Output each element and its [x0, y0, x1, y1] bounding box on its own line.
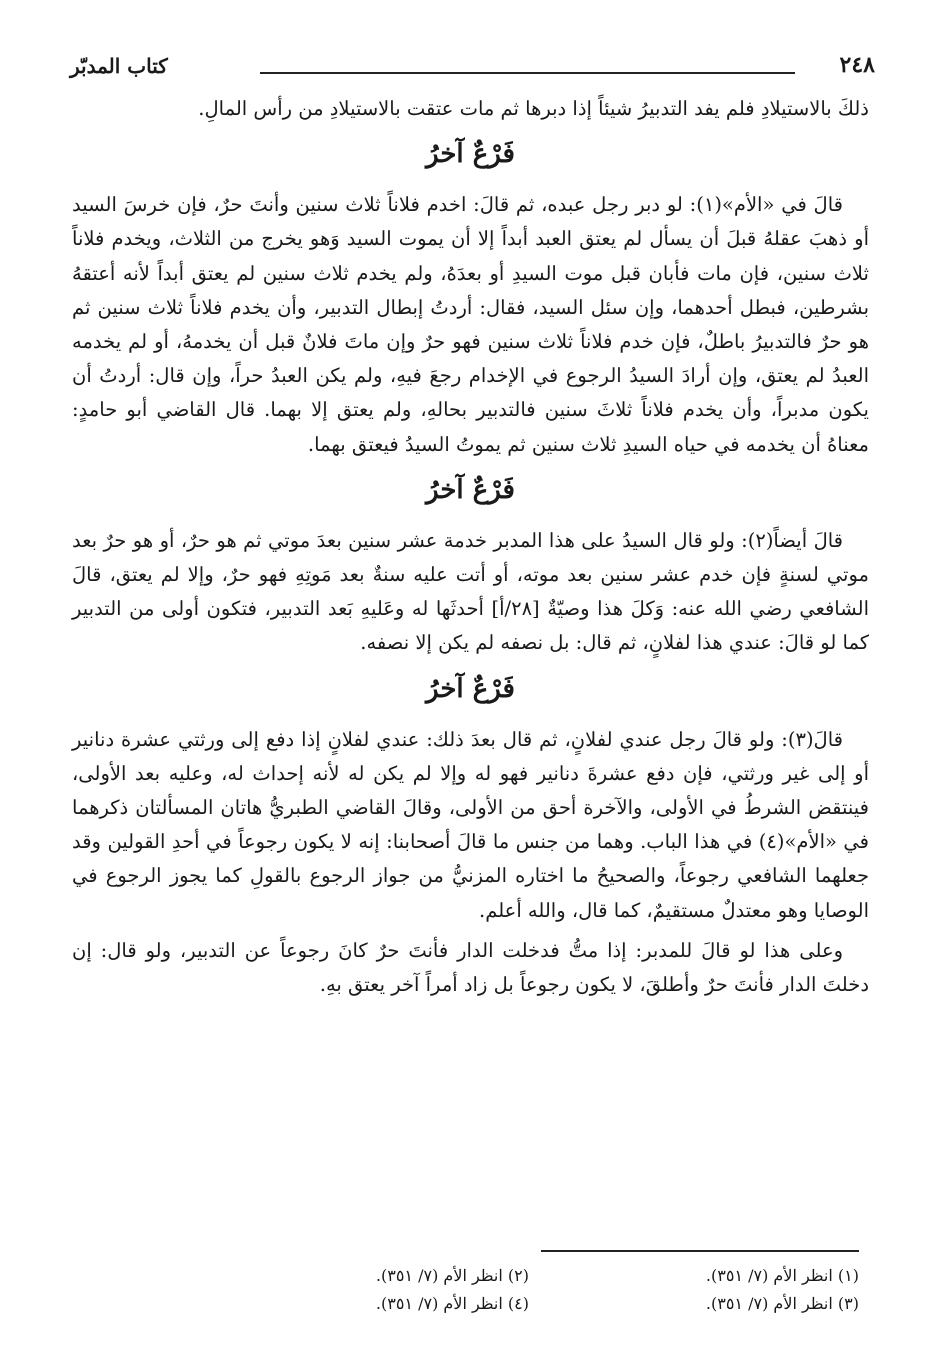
book-title: كتاب المدبّر — [70, 54, 168, 78]
main-text — [72, 92, 869, 1002]
footnote-2: (٢) انظر الأم (٧/ ٣٥١). — [375, 1266, 529, 1285]
footnote-rule — [541, 1250, 859, 1252]
page-number: ٢٤٨ — [839, 52, 875, 78]
footnote-1: (١) انظر الأم (٧/ ٣٥١). — [705, 1266, 859, 1285]
footnotes — [199, 1266, 859, 1322]
section-heading-3: فَرْعٌ آخرُ — [426, 673, 515, 704]
footnote-3: (٣) انظر الأم (٧/ ٣٥١). — [705, 1294, 859, 1313]
paragraph-2: قالَ أيضاً(٢): ولو قال السيدُ على هذا المدبر خدمة عشر سنين بعدَ موتي ثم هو حرٌ، أو هو حرٌ بعد موتي لسنةٍ فإن خدم عشر سنين بعد موته، أو أتت عليه سنةٌ بعد مَوتِهِ فهو حرٌ، وإلا لم يعتق، قالَ الشافعي رضي الله عنه: وَكلَ هذا وصيّةٌ [٢٨/أ] أحدثَها له وعَليهِ بَعد التدبير، فتكون أولى من التدبير كما لو قالَ: عندي هذا لفلانٍ، ثم قال: بل نصفه لم يكن إلا نصفه. — [72, 528, 870, 655]
footnote-4: (٤) انظر الأم (٧/ ٣٥١). — [375, 1294, 529, 1313]
running-header — [62, 48, 885, 88]
footnote-row — [199, 1294, 859, 1322]
paragraph-1: قالَ في «الأم»(١): لو دبر رجل عبده، ثم قالَ: اخدم فلاناً ثلاث سنين وأنتَ حرٌ، فإن خرسَ السيد أو ذهبَ عقلهُ قبلَ أن يسأل لم يعتق العبد أبداً إلا أن يموت السيد وَهو يخرج من الثلاث، ويخدم فلاناً ثلاث سنين، فإن مات فأبان قبل موت السيدِ أو بعدَهُ، ولم يخدم ثلاث سنين لم يعتق أبداً لأنه أعتقهُ بشرطين، فبطل أحدهما، وإن سئل السيد، فقال: أردتُ إبطال التدبير، وأن يخدم فلاناً ثلاث سنين ثم هو حرٌ فالتدبيرُ باطلٌ، فإن خدم فلاناً ثلاث سنين فهو حرٌ وإن ماتَ فلانٌ قبل أن يخدمهُ، أو لم يخدمه العبدُ لم يعتق، وإن أرادَ السيدُ الرجوع في الإخدام رجعَ فيهِ، ولم يكن العبدُ حراً، وإن قال: أردتُ أن يكون مدبراً، وأن يخدم فلاناً ثلاثَ سنين فالتدبير بحالهِ، ولم يعتق إلا بهما. قال القاضي أبو حامدٍ: معناهُ أن يخدمه في حياه السيدِ ثلاث سنين ثم يموتُ السيدُ فيعتق بهما. — [72, 193, 869, 456]
footnote-row — [199, 1266, 859, 1294]
header-rule — [260, 72, 795, 74]
intro-paragraph: ذلكَ بالاستيلادِ فلم يفد التدبيرُ شيئاً إذا دبرها ثم مات عتقت بالاستيلادِ من رأس المالِ. — [198, 97, 869, 120]
section-heading-1: فَرْعٌ آخرُ — [426, 139, 515, 170]
paragraph-4: وعلى هذا لو قالَ للمدبر: إذا متُّ فدخلت الدار فأنتَ حرٌ كانَ رجوعاً عن التدبير، ولو قال: إن دخلتَ الدار فأنتَ حرٌ وأطلقَ، لا يكون رجوعاً بل زاد أمراً آخر يعتق بهِ. — [72, 938, 869, 997]
paragraph-3: قالَ(٣): ولو قالَ رجل عندي لفلانٍ، ثم قال بعدَ ذلك: عندي لفلانٍ إذا دفع إلى ورثتي عشرة دنانير أو إلى غير ورثتي، فإن دفع عشرةَ دنانير فهو له وإلا لم يكن له لأنه إحداث له، وعليه بعد الأولى، فينتقض الشرطُ في الأولى، والآخرة أحق من الأولى، وقالَ القاضي الطبريُّ هاتان المسألتان ذكرهما في «الأم»(٤) في هذا الباب. وهما من جنس ما قالَ أصحابنا: إنه لا يكون رجوعاً في أحدِ القولين وقد جعلهما الشافعي رجوعاً، والصحيحُ ما اختاره المزنيُّ من جواز الرجوع بالقولِ كما يجوز الرجوع في الوصايا وهو معتدلٌ مستقيمٌ، كما قال، والله أعلم. — [72, 727, 869, 922]
section-heading-2: فَرْعٌ آخرُ — [426, 474, 515, 505]
